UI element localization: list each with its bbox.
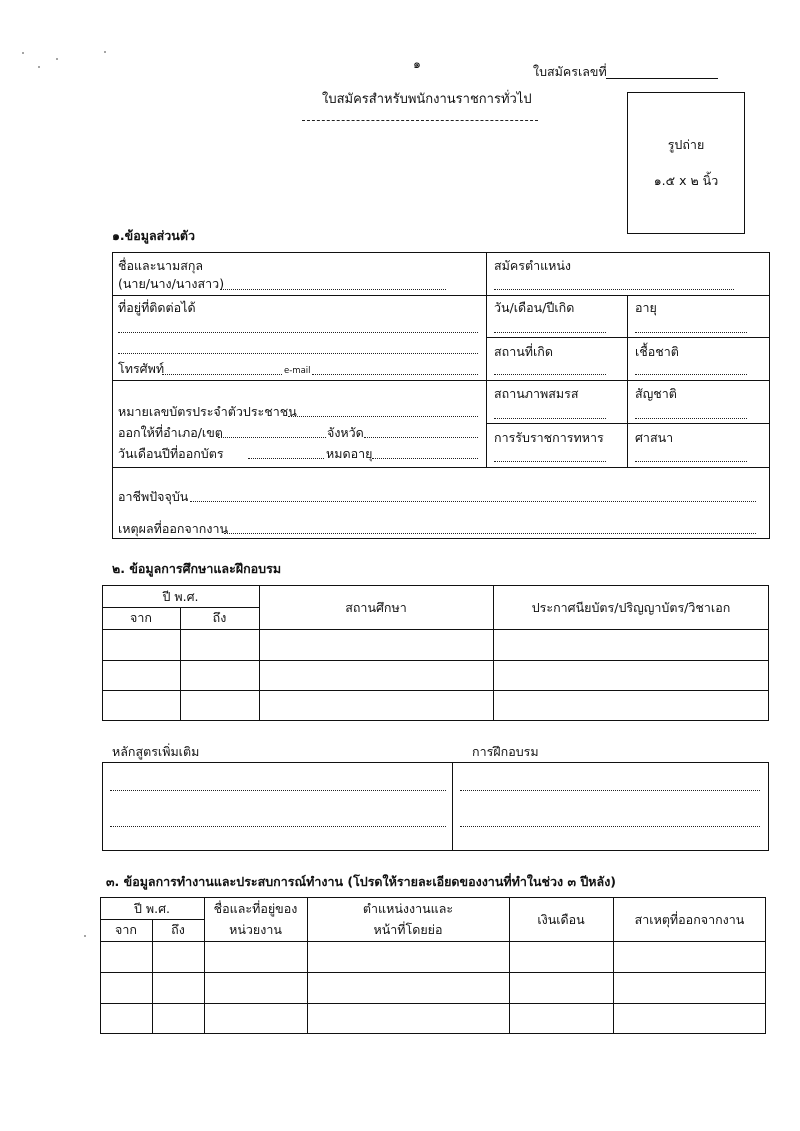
extra-courses-field-2[interactable] <box>110 826 446 827</box>
dob-field[interactable] <box>494 332 606 333</box>
training-field-2[interactable] <box>460 826 760 827</box>
work-from-header: จาก <box>115 922 137 937</box>
reason-label: เหตุผลที่ออกจากงาน <box>118 521 229 536</box>
form-title: ใบสมัครสำหรับพนักงานราชการทั่วไป <box>322 92 532 107</box>
id-label: หมายเลขบัตรประจำตัวประชาชน <box>118 404 297 419</box>
birthplace-label: สถานที่เกิด <box>494 344 553 359</box>
training-field-1[interactable] <box>460 790 760 791</box>
occupation-label: อาชีพปัจจุบัน <box>118 489 189 504</box>
name-field[interactable] <box>220 289 446 290</box>
extra-courses-field-1[interactable] <box>110 790 446 791</box>
edu-degree-header: ประกาศนียบัตร/ปริญญาบัตร/วิชาเอก <box>531 600 731 615</box>
address-field-2[interactable] <box>118 353 478 354</box>
scan-speck <box>56 58 58 60</box>
photo-box[interactable] <box>627 92 745 234</box>
marital-label: สถานภาพสมรส <box>494 386 579 401</box>
age-field[interactable] <box>635 332 747 333</box>
position-label: สมัครตำแหน่ง <box>494 258 572 273</box>
leave-reason-header: สาเหตุที่ออกจากงาน <box>634 912 745 927</box>
occupation-field[interactable] <box>190 501 756 502</box>
address-label: ที่อยู่ที่ติดต่อได้ <box>118 300 196 315</box>
expiry-label: หมดอายุ <box>326 446 373 461</box>
edu-year-header: ปี พ.ศ. <box>162 589 199 604</box>
province-label: จังหวัด <box>327 425 364 440</box>
issue-date-field[interactable] <box>248 458 324 459</box>
scan-speck <box>38 66 40 68</box>
photo-label: รูปถ่าย <box>667 137 705 152</box>
marital-field[interactable] <box>494 418 606 419</box>
scan-speck <box>22 52 24 54</box>
work-year-header: ปี พ.ศ. <box>133 901 171 916</box>
application-no-field[interactable] <box>606 78 718 79</box>
page-number: ๑ <box>413 56 421 71</box>
birthplace-field[interactable] <box>494 374 606 375</box>
scan-speck <box>84 935 86 937</box>
position-field[interactable] <box>494 289 734 290</box>
phone-field[interactable] <box>162 374 282 375</box>
issue-date-label: วันเดือนปีที่ออกบัตร <box>118 446 224 461</box>
nationality-field[interactable] <box>635 418 747 419</box>
edu-to-header: ถึง <box>212 610 227 625</box>
scan-speck <box>104 51 106 53</box>
training-label: การฝึกอบรม <box>472 744 539 759</box>
religion-field[interactable] <box>635 461 747 462</box>
work-to-header: ถึง <box>171 922 185 937</box>
reason-field[interactable] <box>224 533 756 534</box>
race-field[interactable] <box>635 374 747 375</box>
section2-heading: ๒. ข้อมูลการศึกษาและฝึกอบรม <box>112 561 282 576</box>
edu-from-header: จาก <box>130 610 152 625</box>
salary-header: เงินเดือน <box>537 912 585 927</box>
job-position-header-2: หน้าที่โดยย่อ <box>373 922 443 937</box>
issued-district-label: ออกให้ที่อำเภอ/เขต <box>118 425 223 440</box>
job-position-header-1: ตำแหน่งงานและ <box>362 901 454 916</box>
title-underline <box>302 120 538 121</box>
military-label: การรับราชการทหาร <box>494 430 604 445</box>
photo-size-label: ๑.๕ x ๒ นิ้ว <box>653 173 719 188</box>
issued-district-field[interactable] <box>218 437 326 438</box>
dob-label: วัน/เดือน/ปีเกิด <box>494 300 575 315</box>
expiry-field[interactable] <box>372 458 478 459</box>
edu-school-header: สถานศึกษา <box>345 600 407 615</box>
section1-heading: ๑.ข้อมูลส่วนตัว <box>112 228 195 243</box>
email-label: e-mail <box>284 366 311 376</box>
race-label: เชื้อชาติ <box>635 344 679 359</box>
phone-label: โทรศัพท์ <box>118 361 165 376</box>
religion-label: ศาสนา <box>635 430 674 445</box>
employer-header-1: ชื่อและที่อยู่ของ <box>213 901 298 916</box>
extra-courses-label: หลักสูตรเพิ่มเติม <box>112 744 200 759</box>
application-no-label: ใบสมัครเลขที่ <box>533 64 607 79</box>
section3-heading: ๓. ข้อมูลการทำงานและประสบการณ์ทำงาน (โปรดให้รายละเอียดของงานที่ทำในช่วง ๓ ปีหลัง) <box>106 874 617 889</box>
id-field[interactable] <box>288 416 478 417</box>
age-label: อายุ <box>635 300 657 315</box>
email-field[interactable] <box>312 374 478 375</box>
province-field[interactable] <box>364 437 478 438</box>
military-field[interactable] <box>494 461 606 462</box>
name-label: ชื่อและนามสกุล <box>118 258 204 273</box>
employer-header-2: หน่วยงาน <box>229 922 282 937</box>
address-field-1[interactable] <box>118 332 478 333</box>
courses-training-border <box>102 762 769 851</box>
nationality-label: สัญชาติ <box>635 386 677 401</box>
title-prefix-label: (นาย/นาง/นางสาว) <box>118 276 225 291</box>
